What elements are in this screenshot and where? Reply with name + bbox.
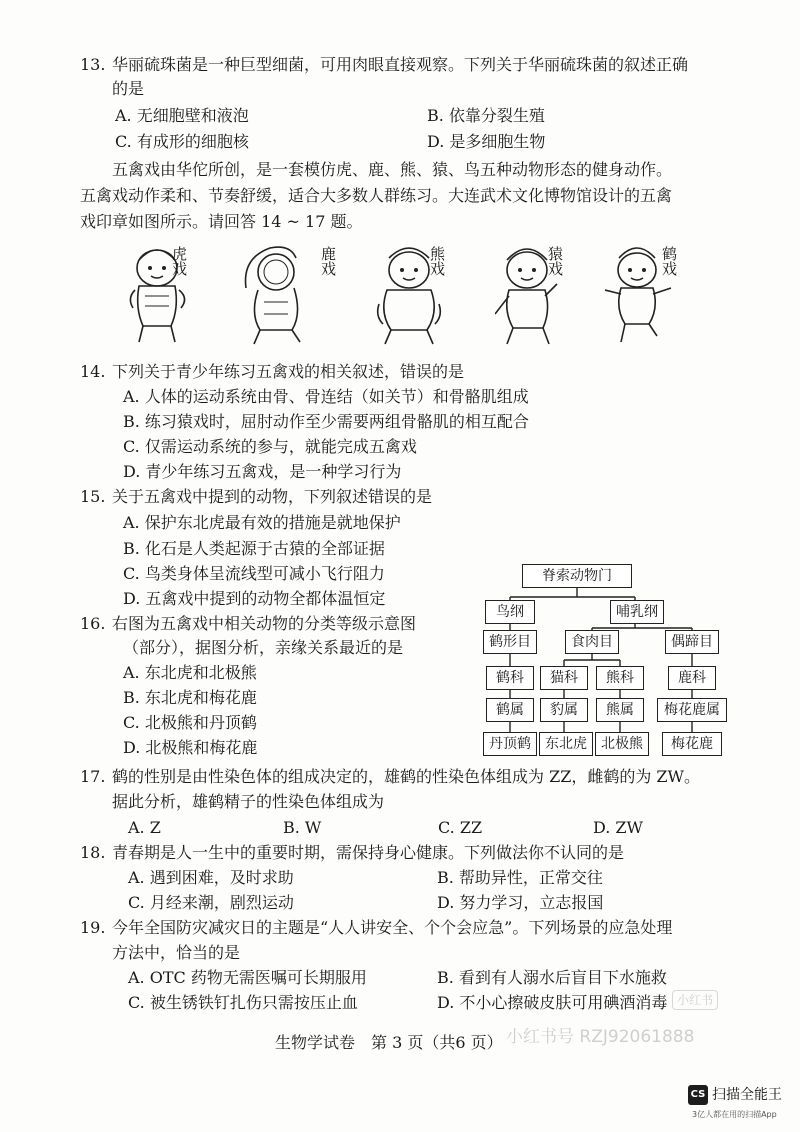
tree-class-bird: 鸟纲: [485, 600, 535, 624]
q16-line1: 右图为五禽戏中相关动物的分类等级示意图: [112, 614, 417, 633]
tree-genus-panthera: 豹属: [540, 698, 588, 722]
tree-class-mammal: 哺乳纲: [610, 600, 664, 624]
tree-species-tiger: 东北虎: [539, 732, 593, 756]
q17-number: 17.: [80, 767, 106, 786]
wuqinxi-stamps-figure: [125, 238, 685, 350]
q19-number: 19.: [80, 918, 106, 937]
crane-label: 鹤戏: [660, 246, 678, 276]
q14-stem-text: 下列关于青少年练习五禽戏的相关叙述，错误的是: [112, 362, 465, 381]
q19-stem: [80, 916, 672, 940]
intro-line2: 五禽戏动作柔和、节奏舒缓，适合大多数人群练习。大连武术文化博物馆设计的五禽: [80, 186, 673, 205]
q17-stem: [80, 765, 700, 789]
tree-species-deer: 梅花鹿: [662, 732, 722, 756]
q16-option-c: C. 北极熊和丹顶鹤: [123, 713, 257, 732]
q15-option-b: B. 化石是人类起源于古猿的全部证据: [123, 539, 385, 558]
tree-phylum: 脊索动物门: [522, 564, 632, 588]
ape-stamp: [495, 238, 595, 350]
q15-option-d: D. 五禽戏中提到的动物全都体温恒定: [123, 589, 386, 608]
q13-stem: [80, 53, 688, 77]
xiaohongshu-watermark: 小红书号 RZJ92061888: [506, 1027, 695, 1047]
tree-species-bear: 北极熊: [595, 732, 649, 756]
q16-option-d: D. 北极熊和梅花鹿: [123, 738, 258, 757]
tree-order-artiodactyla: 偶蹄目: [665, 630, 719, 654]
q19-line1: 今年全国防灾减灾日的主题是“人人讲安全、个个会应急”。下列场景的应急处理: [112, 918, 673, 937]
q19-option-a: A. OTC 药物无需医嘱可长期服用: [128, 968, 367, 987]
q13-line1: 华丽硫珠菌是一种巨型细菌，可用肉眼直接观察。下列关于华丽硫珠菌的叙述正确: [112, 55, 689, 74]
tree-order-crane: 鹤形目: [483, 630, 537, 654]
q15-stem-text: 关于五禽戏中提到的动物，下列叙述错误的是: [112, 487, 433, 506]
tree-species-crane: 丹顶鹤: [483, 732, 537, 756]
q18-stem-text: 青春期是人一生中的重要时期，需保持身心健康。下列做法你不认同的是: [112, 843, 625, 862]
crane-stamp: [605, 238, 705, 350]
q13-option-a: A. 无细胞壁和液泡: [115, 106, 249, 125]
q19-option-d: D. 不小心擦破皮肤可用碘酒消毒: [437, 993, 668, 1012]
scanner-branding: [688, 1083, 798, 1128]
tree-family-bear: 熊科: [596, 666, 644, 690]
tiger-stamp: [125, 238, 225, 350]
tree-family-cat: 猫科: [540, 666, 588, 690]
q17-option-a: A. Z: [128, 818, 161, 837]
q18-option-c: C. 月经来潮，剧烈运动: [128, 893, 294, 912]
tree-genus-bear: 熊属: [596, 698, 644, 722]
deer-label: 鹿戏: [319, 246, 337, 276]
q19-option-c: C. 被生锈铁钉扎伤只需按压止血: [128, 993, 358, 1012]
q17-option-b: B. W: [283, 818, 322, 837]
scanner-app-name: 扫描全能王: [712, 1087, 782, 1103]
deer-figure-icon: [240, 238, 320, 350]
q13-option-d: D. 是多细胞生物: [427, 132, 546, 151]
q17-option-c: C. ZZ: [438, 818, 483, 837]
ape-label: 猿戏: [546, 246, 564, 276]
q19-line2: 方法中，恰当的是: [112, 943, 241, 962]
q16-option-b: B. 东北虎和梅花鹿: [123, 688, 257, 707]
q13-line2: 的是: [112, 79, 145, 98]
tree-order-carnivora: 食肉目: [565, 630, 619, 654]
q14-option-a: A. 人体的运动系统由骨、骨连结（如关节）和骨骼肌组成: [123, 387, 529, 406]
tree-genus-crane: 鹤属: [486, 698, 534, 722]
q17-option-d: D. ZW: [593, 818, 643, 837]
q17-line1: 鹤的性别是由性染色体的组成决定的，雄鹤的性染色体组成为 ZZ，雌鹤的为 ZW。: [112, 767, 700, 786]
q19-option-b: B. 看到有人溺水后盲目下水施救: [437, 968, 667, 987]
deer-stamp: [240, 238, 340, 350]
q13-number: 13.: [80, 55, 106, 74]
xiaohongshu-badge: 小红书: [672, 990, 718, 1010]
q17-line2: 据此分析，雄鹤精子的性染色体组成为: [112, 792, 385, 811]
q15-option-a: A. 保护东北虎最有效的措施是就地保护: [123, 513, 401, 532]
q15-number: 15.: [80, 487, 106, 506]
intro-line3: 戏印章如图所示。请回答 14 ~ 17 题。: [80, 212, 363, 231]
camscanner-logo-icon: CS: [688, 1085, 708, 1105]
q14-option-c: C. 仅需运动系统的参与，就能完成五禽戏: [123, 437, 417, 456]
taxonomy-tree-diagram: [480, 560, 730, 765]
bear-label: 熊戏: [428, 246, 446, 276]
q18-option-d: D. 努力学习，立志报国: [437, 893, 604, 912]
q15-option-c: C. 鸟类身体呈流线型可减小飞行阻力: [123, 564, 385, 583]
q16-option-a: A. 东北虎和北极熊: [123, 663, 257, 682]
q14-stem: [80, 360, 464, 384]
q15-stem: [80, 485, 432, 509]
q16-number: 16.: [80, 614, 106, 633]
q14-number: 14.: [80, 362, 106, 381]
q18-number: 18.: [80, 843, 106, 862]
tiger-label: 虎戏: [170, 246, 188, 276]
q13-option-c: C. 有成形的细胞核: [115, 132, 249, 151]
q14-option-b: B. 练习猿戏时，屈肘动作至少需要两组骨骼肌的相互配合: [123, 412, 529, 431]
q16-line2: （部分），据图分析，亲缘关系最近的是: [123, 638, 404, 657]
tree-genus-cervus: 梅花鹿属: [657, 698, 727, 722]
q16-stem: [80, 612, 416, 636]
q18-option-a: A. 遇到困难，及时求助: [128, 868, 294, 887]
q13-option-b: B. 依靠分裂生殖: [427, 106, 545, 125]
q14-option-d: D. 青少年练习五禽戏，是一种学习行为: [123, 462, 402, 481]
q18-option-b: B. 帮助异性，正常交往: [437, 868, 603, 887]
q18-stem: [80, 841, 624, 865]
page-footer: 生物学试卷 第 3 页（共6 页）: [275, 1033, 503, 1052]
intro-line1: 五禽戏由华佗所创，是一套模仿虎、鹿、熊、猿、鸟五种动物形态的健身动作。: [112, 160, 673, 179]
scanner-slogan: 3亿人都在用的扫描App: [692, 1110, 777, 1119]
bear-stamp: [375, 238, 475, 350]
tree-family-deer: 鹿科: [668, 666, 716, 690]
tree-family-crane: 鹤科: [486, 666, 534, 690]
